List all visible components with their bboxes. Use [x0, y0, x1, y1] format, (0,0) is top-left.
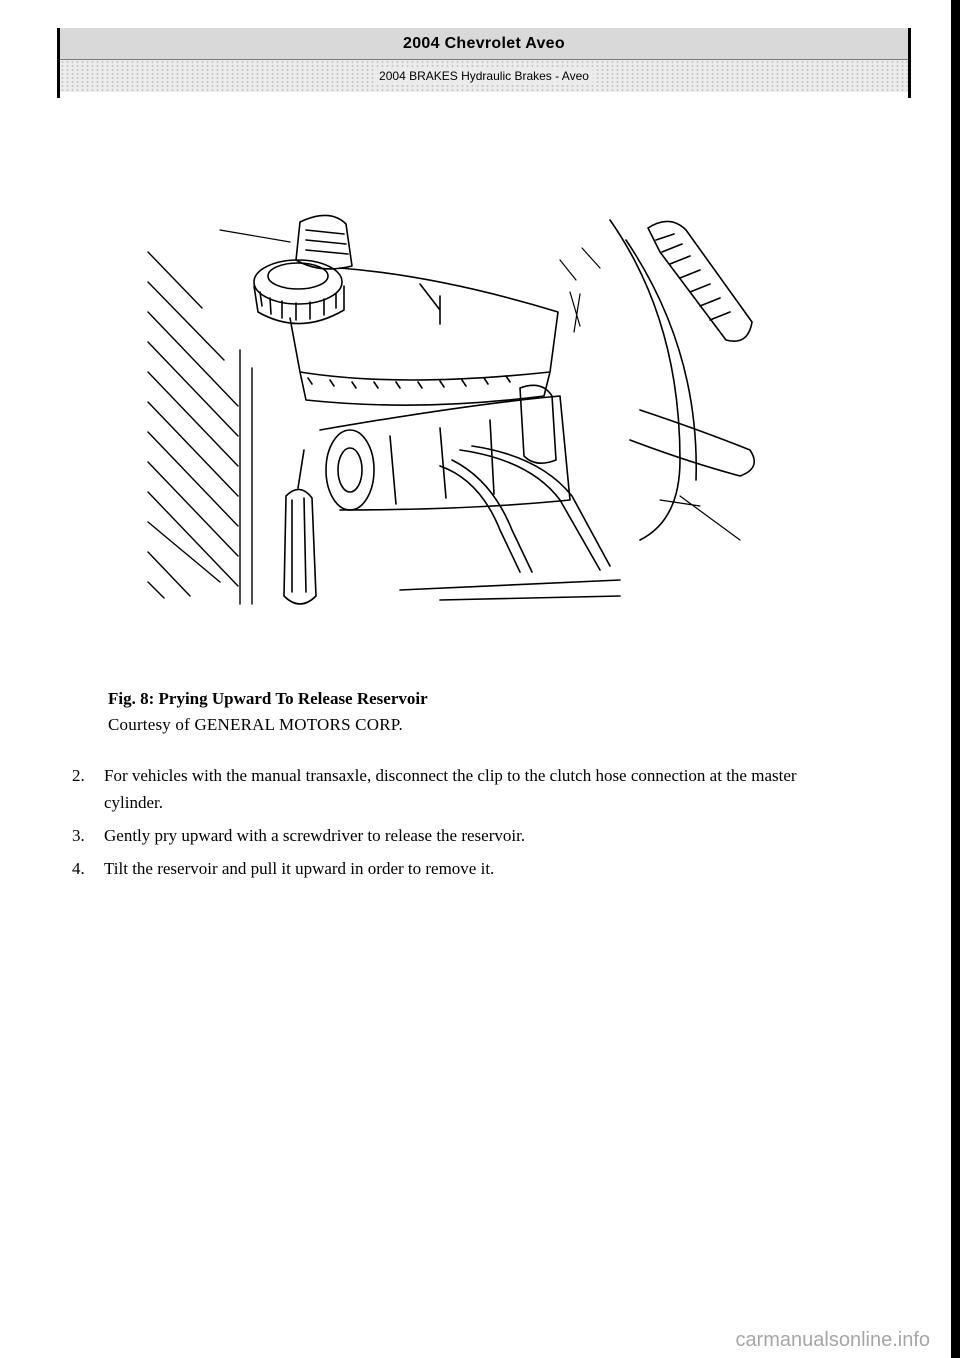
step-text: Gently pry upward with a screwdriver to release the reservoir. [104, 826, 526, 845]
step-item [72, 822, 812, 849]
reservoir-body [290, 268, 558, 405]
page-right-border [951, 0, 960, 1358]
document-header [57, 28, 911, 98]
figure-caption [108, 686, 428, 738]
brake-booster [610, 220, 754, 540]
step-text: For vehicles with the manual transaxle, disconnect the clip to the clutch hose connection at the master cylinder. [104, 766, 797, 812]
document-title: 2004 Chevrolet Aveo [60, 28, 908, 60]
document-subtitle [60, 60, 908, 92]
step-number: 3. [72, 826, 85, 845]
figure-credit: Courtesy of GENERAL MOTORS CORP. [108, 715, 403, 734]
screwdriver [284, 450, 316, 604]
document-subtitle-text: 2004 BRAKES Hydraulic Brakes - Aveo [375, 69, 593, 83]
radiator-fins [148, 252, 252, 604]
step-number: 2. [72, 766, 85, 785]
watermark-text: carmanualsonline.info [735, 1329, 930, 1351]
figure-illustration-brake-reservoir [140, 200, 780, 620]
brake-lines [400, 446, 620, 600]
corrugated-hose [648, 221, 752, 341]
step-text: Tilt the reservoir and pull it upward in order to remove it. [104, 859, 495, 878]
step-item [72, 855, 812, 882]
figure-label: Fig. 8: Prying Upward To Release Reservoir [108, 689, 428, 708]
step-item [72, 762, 812, 816]
step-number: 4. [72, 859, 85, 878]
procedure-steps [72, 762, 812, 888]
